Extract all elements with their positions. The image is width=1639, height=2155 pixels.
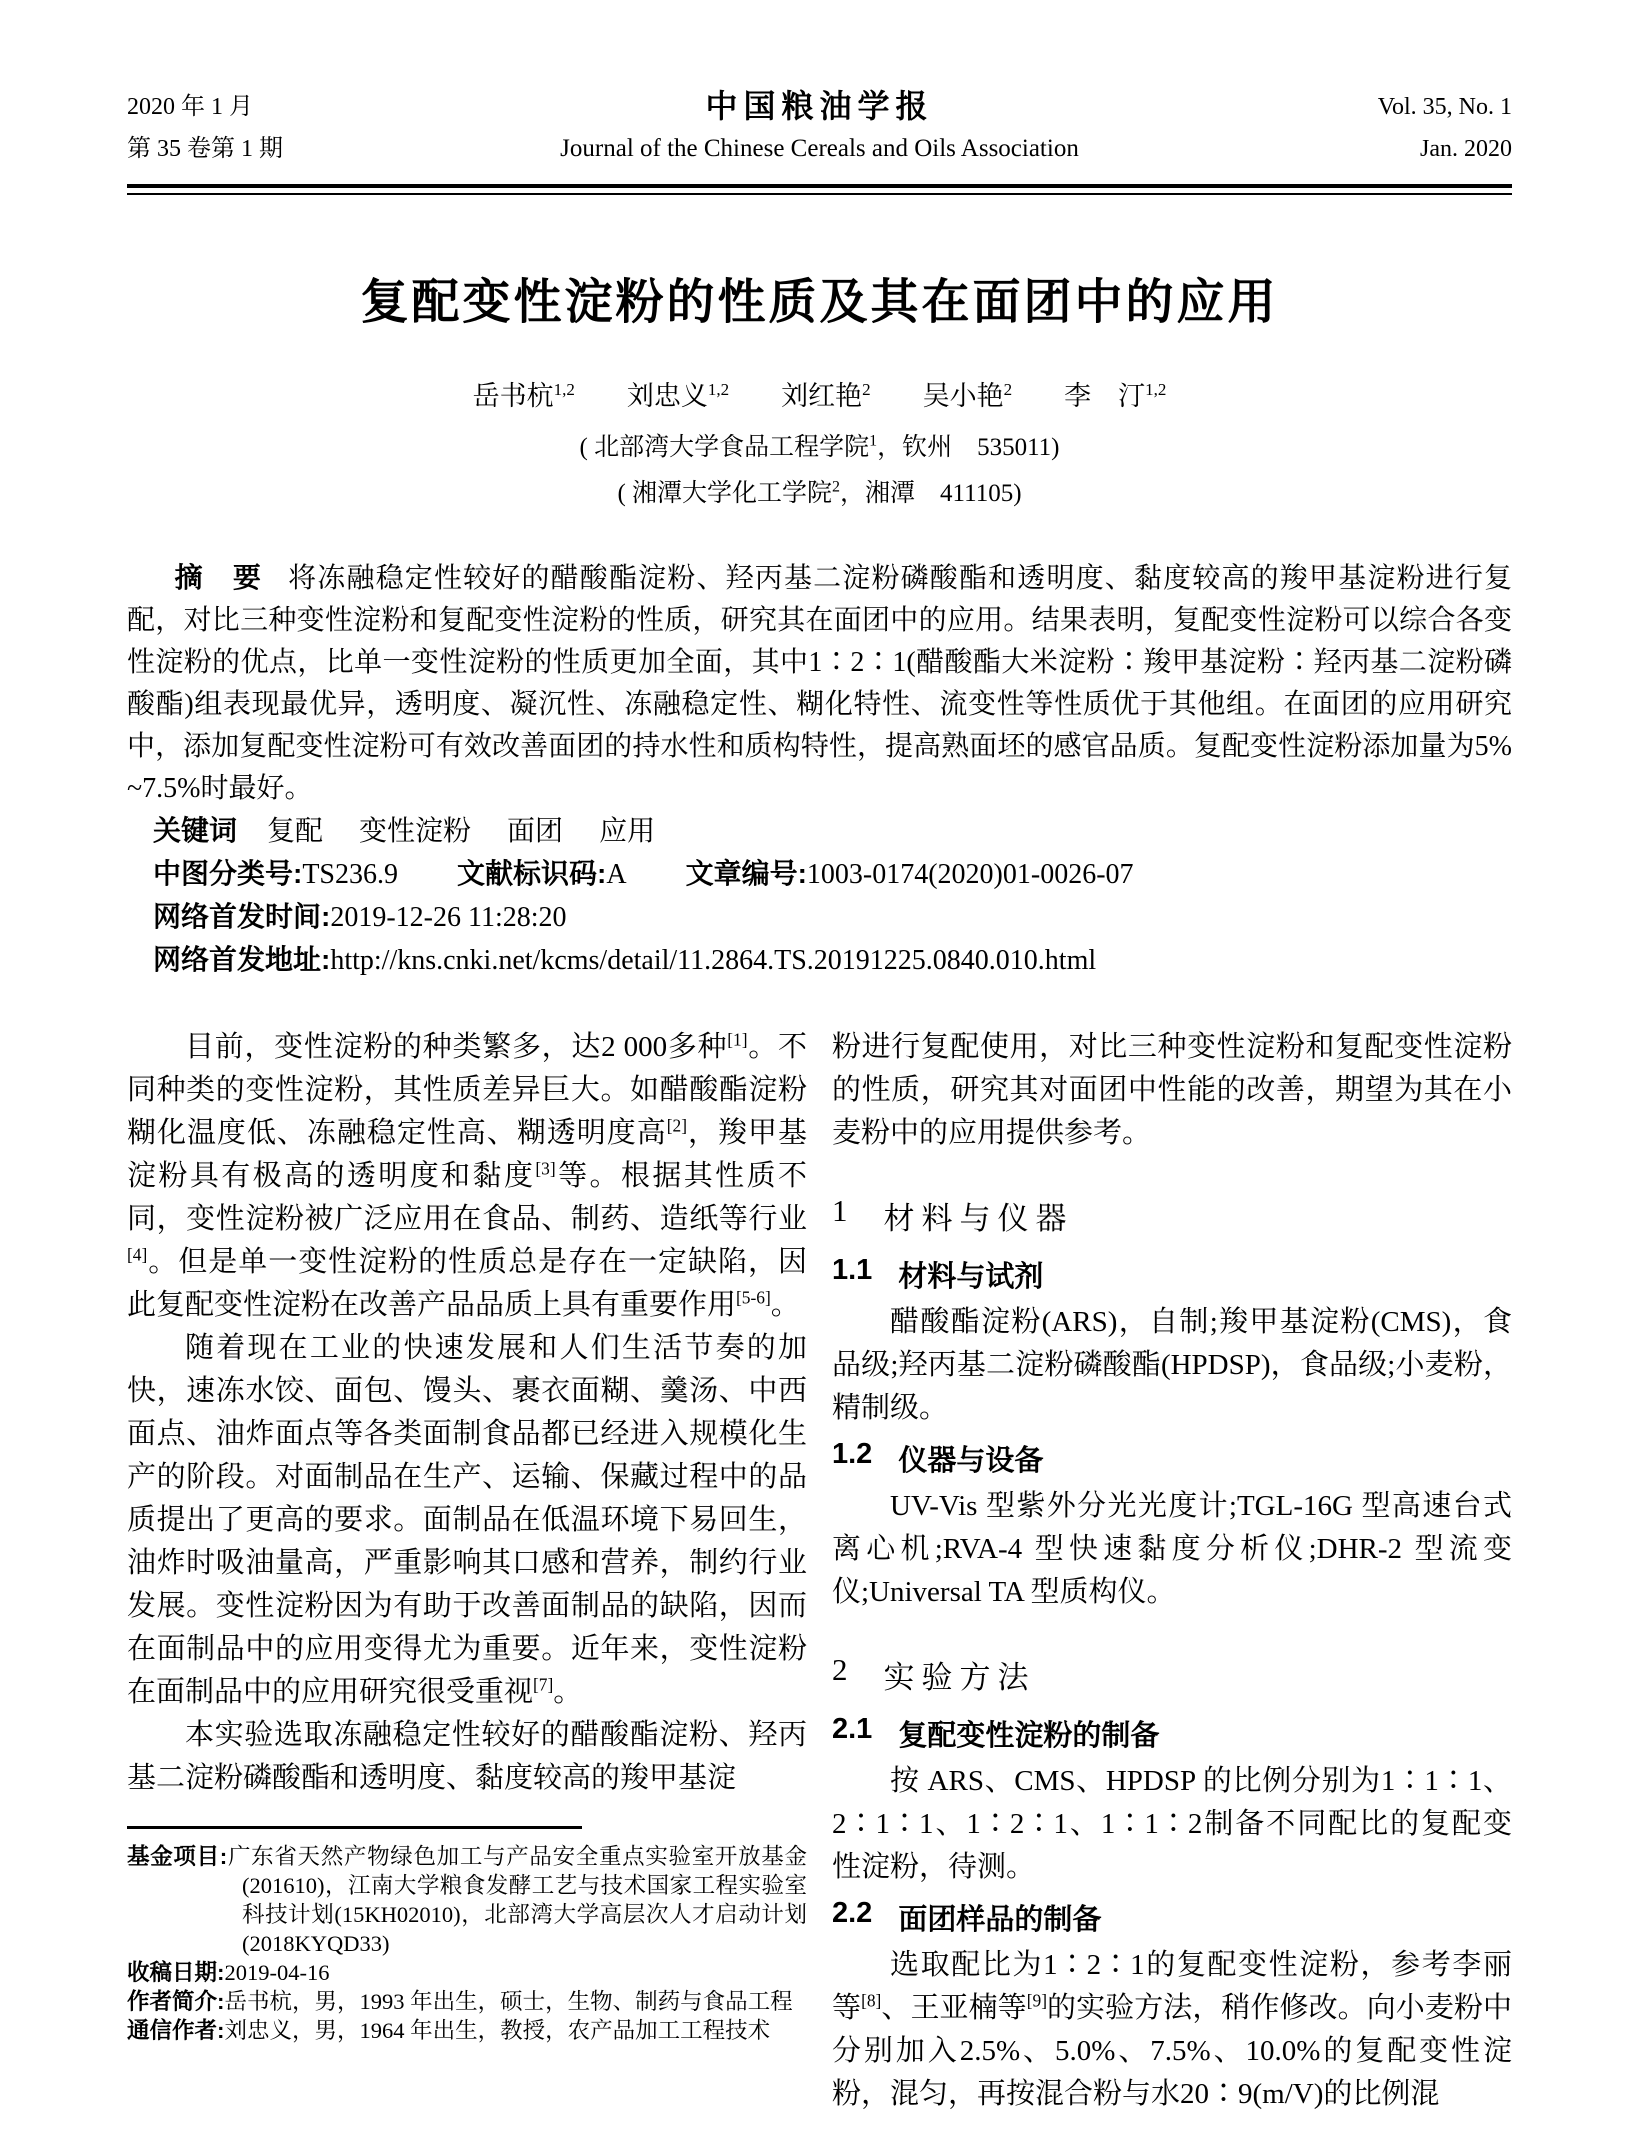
- keyword-term: 变性淀粉: [359, 816, 472, 847]
- article-title: 复配变性淀粉的性质及其在面团中的应用: [360, 276, 1279, 329]
- corresponding-value: 刘忠义，男，1964 年出生，教授，农产品加工工程技术: [224, 2018, 771, 2043]
- author-superscript: 1,2: [707, 380, 730, 399]
- journal-title-cn: 中国粮油学报: [705, 88, 934, 124]
- bio-label: 作者简介:: [127, 1989, 225, 2014]
- journal-title-en: Journal of the Chinese Cereals and Oils Association: [560, 135, 1079, 162]
- journal-header: [127, 86, 1512, 172]
- online-url-label: 网络首发地址:: [153, 944, 331, 975]
- received-note: [127, 1958, 807, 1987]
- abstract: [127, 557, 1512, 810]
- subsection-heading-1-2: [832, 1438, 1512, 1479]
- author-superscript: 1,2: [1145, 380, 1167, 399]
- author-name: 刘红艳: [781, 381, 863, 411]
- received-value: 2019-04-16: [224, 1960, 330, 1985]
- abstract-text: 将冻融稳定性较好的醋酸酯淀粉、羟丙基二淀粉磷酸酯和透明度、黏度较高的羧甲基淀粉进行复配，对比三种变性淀粉和复配变性淀粉的性质，研究其在面团中的应用。结果表明，复配变性淀粉可以综合各变性淀粉的优点，比单一变性淀粉的性质更加全面，其中1∶2∶1(醋酸酯大米淀粉∶羧甲基淀粉∶羟丙基二淀粉磷酸酯)组表现最优异，透明度、凝沉性、冻融稳定性、糊化特性、流变性等性质优于其他组。在面团的应用研究中，添加复配变性淀粉可有效改善面团的持水性和质构特性，提高熟面坯的感官品质。复配变性淀粉添加量为5% ~7.5%时最好。: [127, 563, 1512, 804]
- author-name: 李 汀: [1064, 381, 1146, 411]
- fund-text: 广东省天然产物绿色加工与产品安全重点实验室开放基金(201610)，江南大学粮食发酵工艺与技术国家工程实验室科技计划(15KH02010)，北部湾大学高层次人才启动计划(2018KYQD33): [227, 1844, 807, 1956]
- paragraph: 粉进行复配使用，对比三种变性淀粉和复配变性淀粉的性质，研究其对面团中性能的改善，期望为其在小麦粉中的应用提供参考。: [832, 1031, 1512, 1149]
- body-columns: [127, 1026, 1512, 2116]
- paragraph: 随着现在工业的快速发展和人们生活节奏的加快，速冻水饺、面包、馒头、裹衣面糊、羹汤、中西面点、油炸面点等各类面制食品都已经进入规模化生产的阶段。对面制品在生产、运输、保藏过程中的品质提出了更高的要求。面制品在低温环境下易回生，油炸时吸油量高，严重影响其口感和营养，制约行业发展。变性淀粉因为有助于改善面制品的缺陷，因而在面制品中的应用变得尤为重要。近年来，变性淀粉在面制品中的应用研究很受重视[7]。: [127, 1332, 807, 1708]
- subsection-heading-1-1: [832, 1254, 1512, 1295]
- affiliation-line: ( 北部湾大学食品工程学院$^1$，钦州 535011): [579, 432, 1060, 461]
- paragraph: UV-Vis 型紫外分光光度计;TGL-16G 型高速台式离心机;RVA-4 型快速黏度分析仪;DHR-2 型流变仪;Universal TA 型质构仪。: [832, 1490, 1512, 1608]
- section-heading-2: [832, 1652, 1512, 1697]
- keyword-term: 应用: [599, 816, 656, 847]
- body-right-column: [832, 1026, 1512, 2116]
- article-id-value: 1003-0174(2020)01-0026-07: [806, 859, 1134, 890]
- clc-pair: [153, 859, 398, 890]
- online-time-value: 2019-12-26 11:28:20: [330, 902, 567, 933]
- paragraph: 本实验选取冻融稳定性较好的醋酸酯淀粉、羟丙基二淀粉磷酸酯和透明度、黏度较高的羧甲基淀: [127, 1719, 807, 1794]
- paragraph: 目前，变性淀粉的种类繁多，达2 000多种[1]。不同种类的变性淀粉，其性质差异巨大。如醋酸酯淀粉糊化温度低、冻融稳定性高、糊透明度高[2]，羧甲基淀粉具有极高的透明度和黏度[3]等。根据其性质不同，变性淀粉被广泛应用在食品、制药、造纸等行业[4]。但是单一变性淀粉的性质总是存在一定缺陷，因此复配变性淀粉在改善产品品质上具有重要作用[5-6]。: [127, 1029, 807, 1321]
- subsection-number: 2.2: [832, 1897, 873, 1929]
- article-id-pair: [686, 859, 1134, 890]
- footnote-rule: [127, 1826, 582, 1829]
- author-bio-note: [127, 1987, 807, 2016]
- affiliation-superscript: 1: [869, 432, 878, 450]
- author: [923, 374, 1013, 413]
- author: [1064, 374, 1166, 413]
- fund-note: [127, 1842, 807, 1958]
- subsection-heading-2-2: [832, 1897, 1512, 1938]
- online-time-label: 网络首发时间:: [153, 901, 331, 932]
- header-center-block: [397, 86, 1242, 172]
- keyword-term: 面团: [507, 816, 564, 847]
- header-rule: [127, 184, 1512, 195]
- online-url-value: http://kns.cnki.net/kcms/detail/11.2864.TS.20191225.0840.010.html: [330, 945, 1097, 976]
- issue-date-en: Jan. 2020: [1420, 136, 1512, 162]
- author-superscript: 1,2: [553, 380, 575, 399]
- section-number: 2: [832, 1652, 848, 1687]
- author-superscript: 2: [862, 380, 871, 399]
- subsection-number: 1.2: [832, 1438, 873, 1470]
- abstract-label: 摘 要: [174, 562, 263, 593]
- footnote-block: [127, 1826, 807, 2045]
- author-list: [127, 374, 1512, 413]
- clc-value: TS236.9: [302, 859, 399, 890]
- subsection-heading-2-1: [832, 1713, 1512, 1754]
- section-title: 材料与仪器: [883, 1201, 1074, 1236]
- section-heading-1: [832, 1193, 1512, 1238]
- author-name: 吴小艳: [922, 381, 1004, 411]
- volume-issue-en: Vol. 35, No. 1: [1377, 94, 1512, 120]
- issue-date-cn: 2020 年 1 月: [127, 94, 253, 120]
- subsection-number: 2.1: [832, 1713, 873, 1745]
- online-url-line: [127, 939, 1512, 982]
- doc-code-value: A: [606, 859, 627, 890]
- article-id-label: 文章编号:: [685, 858, 807, 889]
- header-left-block: [127, 86, 397, 170]
- clc-label: 中图分类号:: [153, 858, 303, 889]
- subsection-title: 仪器与设备: [898, 1445, 1044, 1477]
- paragraph: 选取配比为1∶2∶1的复配变性淀粉，参考李丽等[8]、王亚楠等[9]的实验方法，稍作修改。向小麦粉中分别加入2.5%、5.0%、7.5%、10.0%的复配变性淀粉，混匀，再按混合粉与水20∶9(m/V)的比例混: [832, 1949, 1512, 2110]
- author: [473, 374, 575, 413]
- keyword-term: 复配: [267, 816, 324, 847]
- subsection-title: 材料与试剂: [898, 1261, 1044, 1293]
- affiliation-line: ( 湘潭大学化工学院$^2$，湘潭 411105): [617, 478, 1022, 507]
- corresponding-author-note: [127, 2016, 807, 2045]
- volume-issue-cn: 第 35 卷第 1 期: [127, 136, 283, 162]
- author-name: 刘忠义: [626, 381, 708, 411]
- bio-value: 岳书杭，男，1993 年出生，硕士，生物、制药与食品工程: [224, 1989, 793, 2014]
- subsection-title: 复配变性淀粉的制备: [898, 1720, 1160, 1752]
- header-right-block: [1242, 86, 1512, 170]
- classification-line: [127, 853, 1512, 896]
- author-superscript: 2: [1003, 380, 1013, 399]
- paragraph: 按 ARS、CMS、HPDSP 的比例分别为1∶1∶1、2∶1∶1、1∶2∶1、1∶1∶2制备不同配比的复配变性淀粉，待测。: [832, 1765, 1512, 1883]
- section-title: 实验方法: [883, 1660, 1036, 1695]
- affiliation-list: [127, 425, 1512, 517]
- doc-code-label: 文献标识码:: [457, 858, 607, 889]
- keywords-label: 关键词: [153, 815, 238, 846]
- section-number: 1: [832, 1193, 848, 1228]
- keywords-line: [127, 810, 1512, 853]
- online-time-line: [127, 896, 1512, 939]
- body-left-column: [127, 1026, 807, 2116]
- paragraph: 醋酸酯淀粉(ARS)，自制;羧甲基淀粉(CMS)，食品级;羟丙基二淀粉磷酸酯(HPDSP)，食品级;小麦粉，精制级。: [832, 1306, 1512, 1424]
- subsection-title: 面团样品的制备: [898, 1904, 1102, 1936]
- author: [627, 374, 729, 413]
- received-label: 收稿日期:: [127, 1960, 225, 1985]
- author: [781, 374, 871, 413]
- affiliation-superscript: 2: [832, 478, 841, 496]
- corresponding-label: 通信作者:: [127, 2018, 225, 2043]
- author-name: 岳书杭: [472, 381, 554, 411]
- subsection-number: 1.1: [832, 1254, 873, 1286]
- fund-label: 基金项目:: [127, 1844, 228, 1869]
- doc-code-pair: [457, 859, 627, 890]
